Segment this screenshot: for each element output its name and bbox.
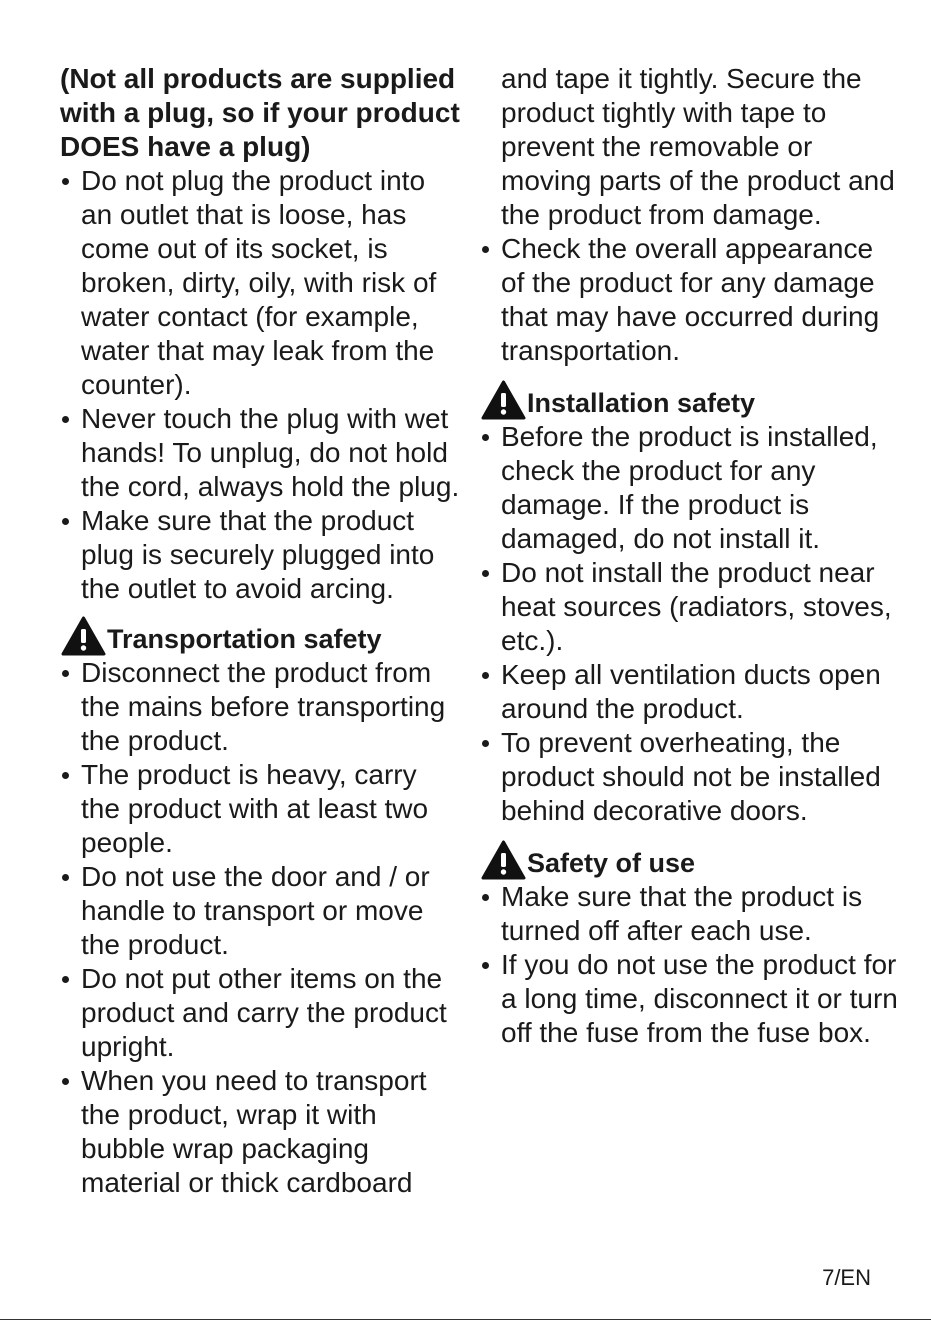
transport-continued-list xyxy=(480,62,900,368)
transport-section-header xyxy=(60,616,460,656)
plug-list xyxy=(60,164,460,606)
installation-section-header xyxy=(480,380,900,420)
list-item: Make sure that the product is turned off after each use. xyxy=(480,880,900,948)
warning-icon xyxy=(60,616,107,656)
bullet-dot-icon xyxy=(482,246,489,253)
list-item: Never touch the plug with wet hands! To unplug, do not hold the cord, always hold the plug. xyxy=(60,402,460,504)
list-item: Keep all ventilation ducts open around the product. xyxy=(480,658,900,726)
bullet-dot-icon xyxy=(62,772,69,779)
bullet-dot-icon xyxy=(482,962,489,969)
list-item: When you need to transport the product, wrap it with bubble wrap packaging material or thick cardboard xyxy=(60,1064,460,1200)
bullet-dot-icon xyxy=(482,570,489,577)
warning-icon xyxy=(480,380,527,420)
use-heading: Safety of use xyxy=(527,848,696,878)
bullet-dot-icon xyxy=(62,518,69,525)
bullet-dot-icon xyxy=(62,874,69,881)
list-item: Do not plug the product into an outlet that is loose, has come out of its socket, is broken, dirty, oily, with risk of water contact (for example, water that may leak from the counter). xyxy=(60,164,460,402)
bullet-dot-icon xyxy=(482,740,489,747)
list-item: Do not put other items on the product and carry the product upright. xyxy=(60,962,460,1064)
bottom-divider xyxy=(0,1319,931,1320)
list-item: The product is heavy, carry the product with at least two people. xyxy=(60,758,460,860)
list-item: Before the product is installed, check the product for any damage. If the product is damaged, do not install it. xyxy=(480,420,900,556)
installation-list xyxy=(480,420,900,828)
list-item: Disconnect the product from the mains before transporting the product. xyxy=(60,656,460,758)
use-section-header xyxy=(480,840,900,880)
use-list xyxy=(480,880,900,1050)
warning-icon xyxy=(480,840,527,880)
bullet-dot-icon xyxy=(62,1078,69,1085)
bullet-dot-icon xyxy=(62,670,69,677)
right-column xyxy=(480,62,900,1050)
list-item: If you do not use the product for a long time, disconnect it or turn off the fuse from the fuse box. xyxy=(480,948,900,1050)
bullet-dot-icon xyxy=(62,178,69,185)
installation-heading: Installation safety xyxy=(527,388,756,418)
list-item: To prevent overheating, the product should not be installed behind decorative doors. xyxy=(480,726,900,828)
left-column xyxy=(60,62,460,1200)
list-item: Check the overall appearance of the product for any damage that may have occurred during transportation. xyxy=(480,232,900,368)
page-number: 7/EN xyxy=(822,1265,871,1290)
plug-lead-text: (Not all products are supplied with a plug, so if your product DOES have a plug) xyxy=(60,63,460,162)
list-item: Do not install the product near heat sources (radiators, stoves, etc.). xyxy=(480,556,900,658)
list-item: Make sure that the product plug is securely plugged into the outlet to avoid arcing. xyxy=(60,504,460,606)
bullet-dot-icon xyxy=(482,672,489,679)
bullet-dot-icon xyxy=(62,976,69,983)
transport-list xyxy=(60,656,460,1200)
bullet-dot-icon xyxy=(482,434,489,441)
list-item-continuation: and tape it tightly. Secure the product tightly with tape to prevent the removable or moving parts of the product and the product from damage. xyxy=(501,63,895,230)
bullet-dot-icon xyxy=(482,894,489,901)
list-item: Do not use the door and / or handle to transport or move the product. xyxy=(60,860,460,962)
transport-heading: Transportation safety xyxy=(107,624,382,654)
bullet-dot-icon xyxy=(62,416,69,423)
